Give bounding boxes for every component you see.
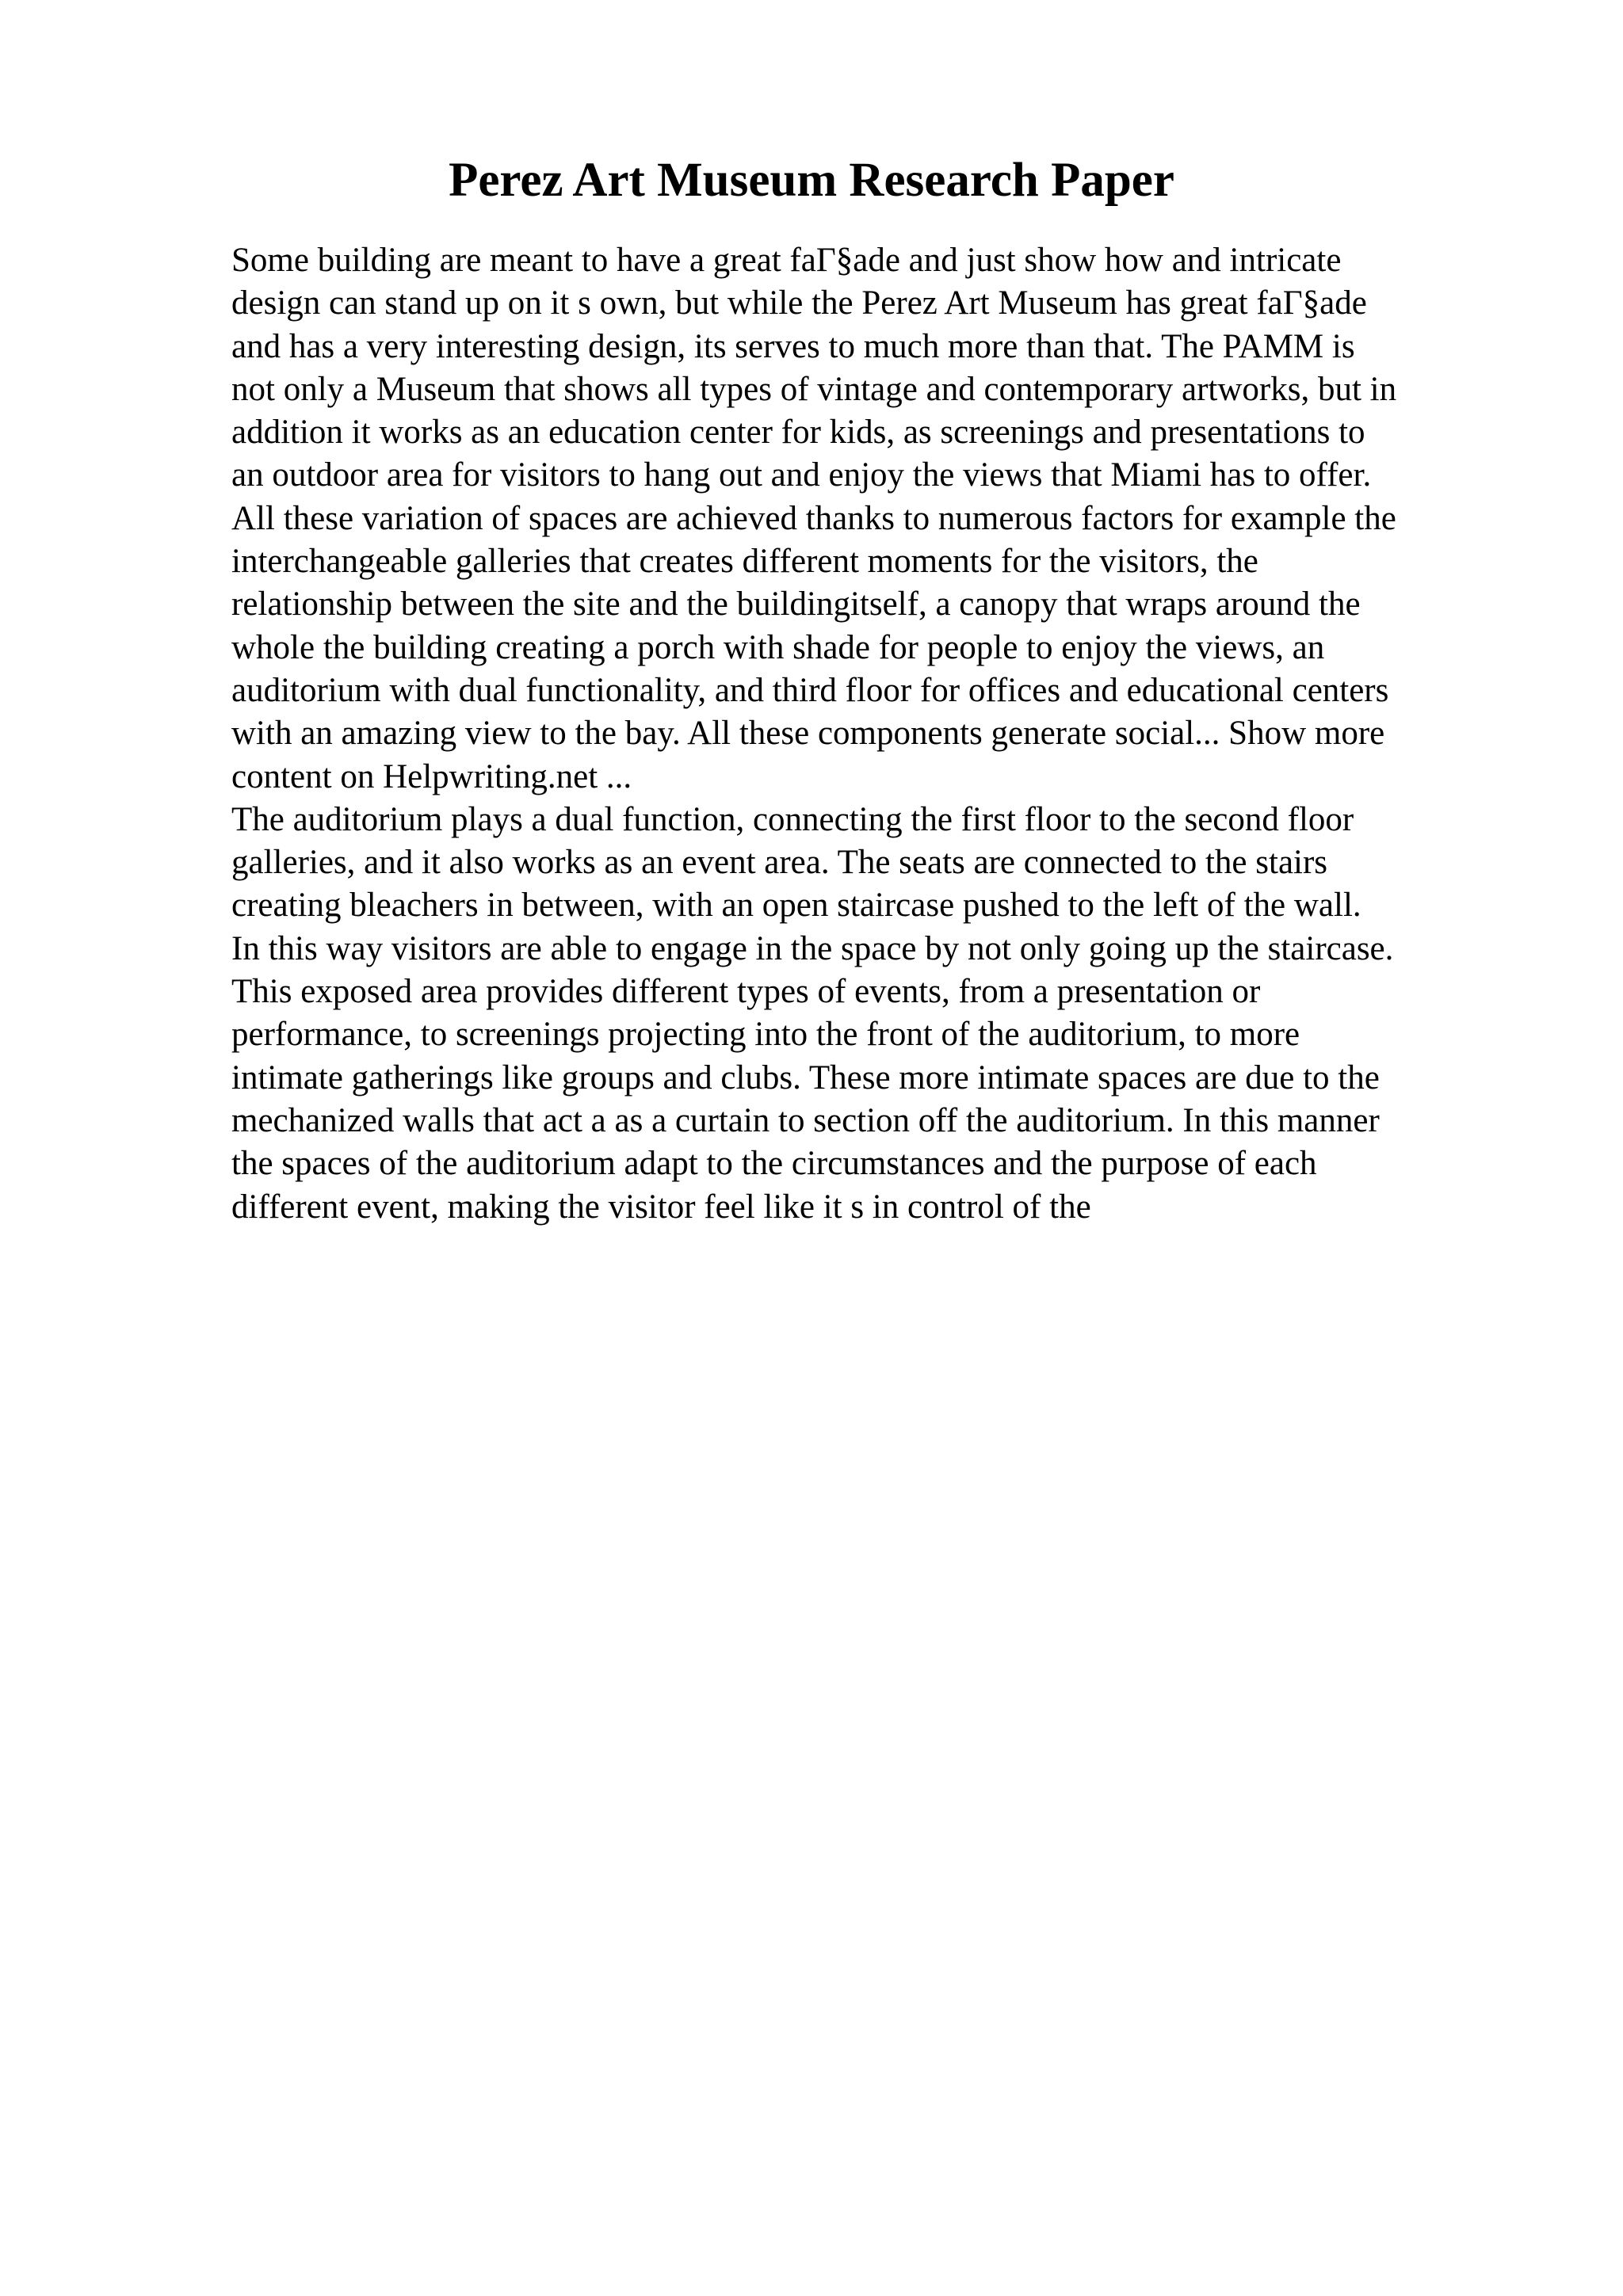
text-line: creating bleachers in between, with an open staircase pushed to the left of the wall. [231,887,1361,925]
text-line: All these variation of spaces are achieved thanks to numerous factors for example the [231,499,1396,537]
page-title: Perez Art Museum Research Paper [449,154,1174,207]
text-line: an outdoor area for visitors to hang out and enjoy the views that Miami has to offer. [231,456,1372,494]
text-line: relationship between the site and the buildingitself, a canopy that wraps around the [231,585,1361,624]
text-line: interchangeable galleries that creates different moments for the visitors, the [231,543,1258,581]
text-line: intimate gatherings like groups and clubs. These more intimate spaces are due to the [231,1058,1380,1097]
text-line: The auditorium plays a dual function, connecting the first floor to the second floor [231,800,1354,838]
text-line: content on Helpwriting.net ... [231,757,632,795]
text-line: whole the building creating a porch with shade for people to enjoy the views, an [231,628,1325,666]
text-line: In this way visitors are able to engage in the space by not only going up the staircase. [231,929,1394,967]
text-line: auditorium with dual functionality, and third floor for offices and educational centers [231,671,1389,709]
text-line: mechanized walls that act a as a curtain to section off the auditorium. In this manner [231,1101,1380,1139]
text-line: addition it works as an education center for kids, as screenings and presentations to [231,414,1365,452]
text-line: with an amazing view to the bay. All these components generate social... Show more [231,715,1385,753]
text-line: design can stand up on it s own, but while the Perez Art Museum has great faΓ§ade [231,284,1367,322]
text-line: galleries, and it also works as an event area. The seats are connected to the stairs [231,844,1328,882]
text-line: the spaces of the auditorium adapt to the circumstances and the purpose of each [231,1145,1317,1183]
text-line: performance, to screenings projecting into the front of the auditorium, to more [231,1016,1300,1054]
text-line: This exposed area provides different types of events, from a presentation or [231,973,1261,1011]
text-line: and has a very interesting design, its serves to much more than that. The PAMM is [231,327,1355,365]
text-line: not only a Museum that shows all types of vintage and contemporary artworks, but in [231,370,1397,408]
text-line: Some building are meant to have a great faΓ§ade and just show how and intricate [231,242,1342,279]
text-line: different event, making the visitor feel like it s in control of the [231,1188,1091,1226]
body-text [231,239,1515,1229]
